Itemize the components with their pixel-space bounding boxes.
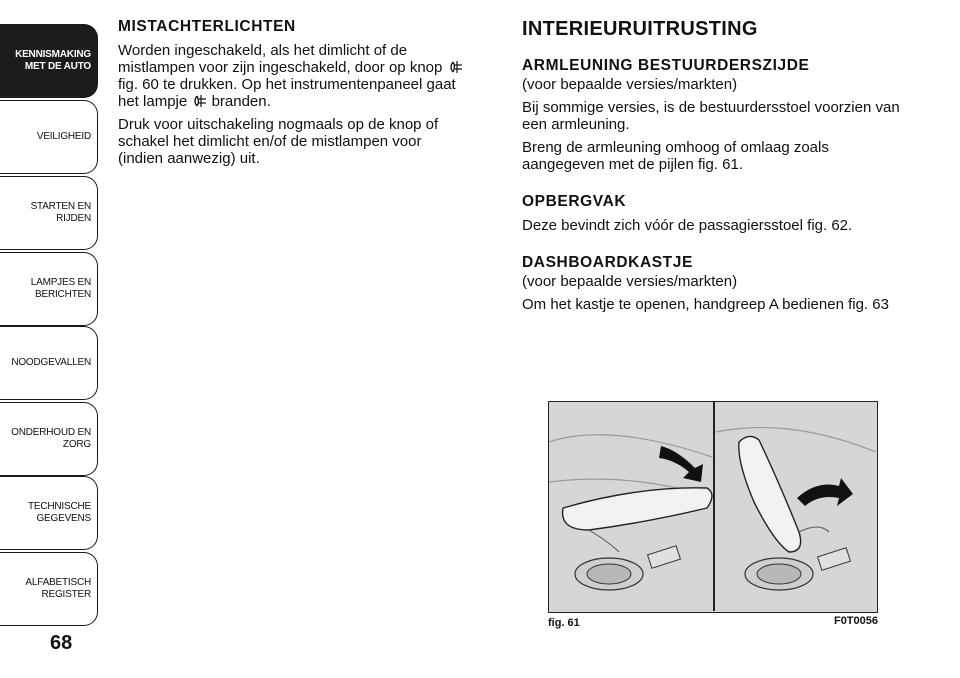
tab-label: VEILIGHEID (36, 131, 91, 142)
figure-caption: fig. 61 (548, 617, 580, 629)
tab-label: KENNISMAKING MET DE AUTO (15, 49, 91, 72)
armrest-drawing (549, 402, 876, 611)
tab-label: ALFABETISCH REGISTER (25, 577, 91, 600)
armrest-illustration (548, 401, 878, 613)
page-number: 68 (50, 632, 73, 654)
section-heading-opbergvak: OPBERGVAK (522, 193, 627, 210)
text: Worden ingeschakeld, als het dimlicht of de mistlampen voor zijn ingeschakeld, door op knop (118, 42, 443, 76)
rear-fog-lamp-icon (447, 60, 463, 74)
tab-label: ONDERHOUD EN ZORG (11, 427, 91, 450)
section-heading-armleuning: ARMLEUNING BESTUURDERSZIJDE (522, 57, 810, 74)
figure-61 (548, 401, 878, 629)
chapter-title: INTERIEURUITRUSTING (522, 18, 758, 40)
paragraph: Druk voor uitschakeling nogmaals op de knop of schakel het dimlicht en/of de mistlampen voor (indien aanwezig) uit. (118, 116, 439, 167)
tab-noodgevallen[interactable] (0, 326, 98, 400)
tab-technische-gegevens[interactable] (0, 476, 98, 550)
paragraph: Breng de armleuning omhoog of omlaag zoals aangegeven met de pijlen fig. 61. (522, 139, 829, 173)
text: fig. 60 te drukken. Op het instrumentenpaneel gaat het lampje (118, 76, 456, 110)
tab-label: STARTEN EN RIJDEN (30, 201, 91, 224)
tab-lampjes-en-berichten[interactable] (0, 252, 98, 326)
section-note: (voor bepaalde versies/markten) (522, 273, 738, 290)
right-column (522, 18, 902, 319)
section-note: (voor bepaalde versies/markten) (522, 76, 738, 93)
paragraph: Om het kastje te openen, handgreep A bedienen fig. 63 (522, 296, 889, 313)
tab-onderhoud-en-zorg[interactable] (0, 402, 98, 476)
left-column (118, 18, 470, 173)
paragraph (118, 42, 470, 110)
text: branden. (211, 93, 271, 110)
section-heading-dashboardkastje: DASHBOARDKASTJE (522, 254, 693, 271)
tab-veiligheid[interactable] (0, 100, 98, 174)
tab-kennismaking[interactable] (0, 24, 98, 98)
tab-label: NOODGEVALLEN (11, 357, 91, 368)
tab-label: LAMPJES EN BERICHTEN (30, 277, 91, 300)
rear-fog-lamp-icon (191, 94, 207, 108)
paragraph: Deze bevindt zich vóór de passagiersstoel fig. 62. (522, 217, 853, 234)
section-heading-mistachterlichten: MISTACHTERLICHTEN (118, 18, 296, 35)
tab-starten-en-rijden[interactable] (0, 176, 98, 250)
tab-label: TECHNISCHE GEGEVENS (27, 501, 91, 524)
paragraph: Bij sommige versies, is de bestuurdersstoel voorzien van een armleuning. (522, 99, 900, 133)
figure-code: F0T0056 (833, 615, 878, 627)
tab-alfabetisch-register[interactable] (0, 552, 98, 626)
